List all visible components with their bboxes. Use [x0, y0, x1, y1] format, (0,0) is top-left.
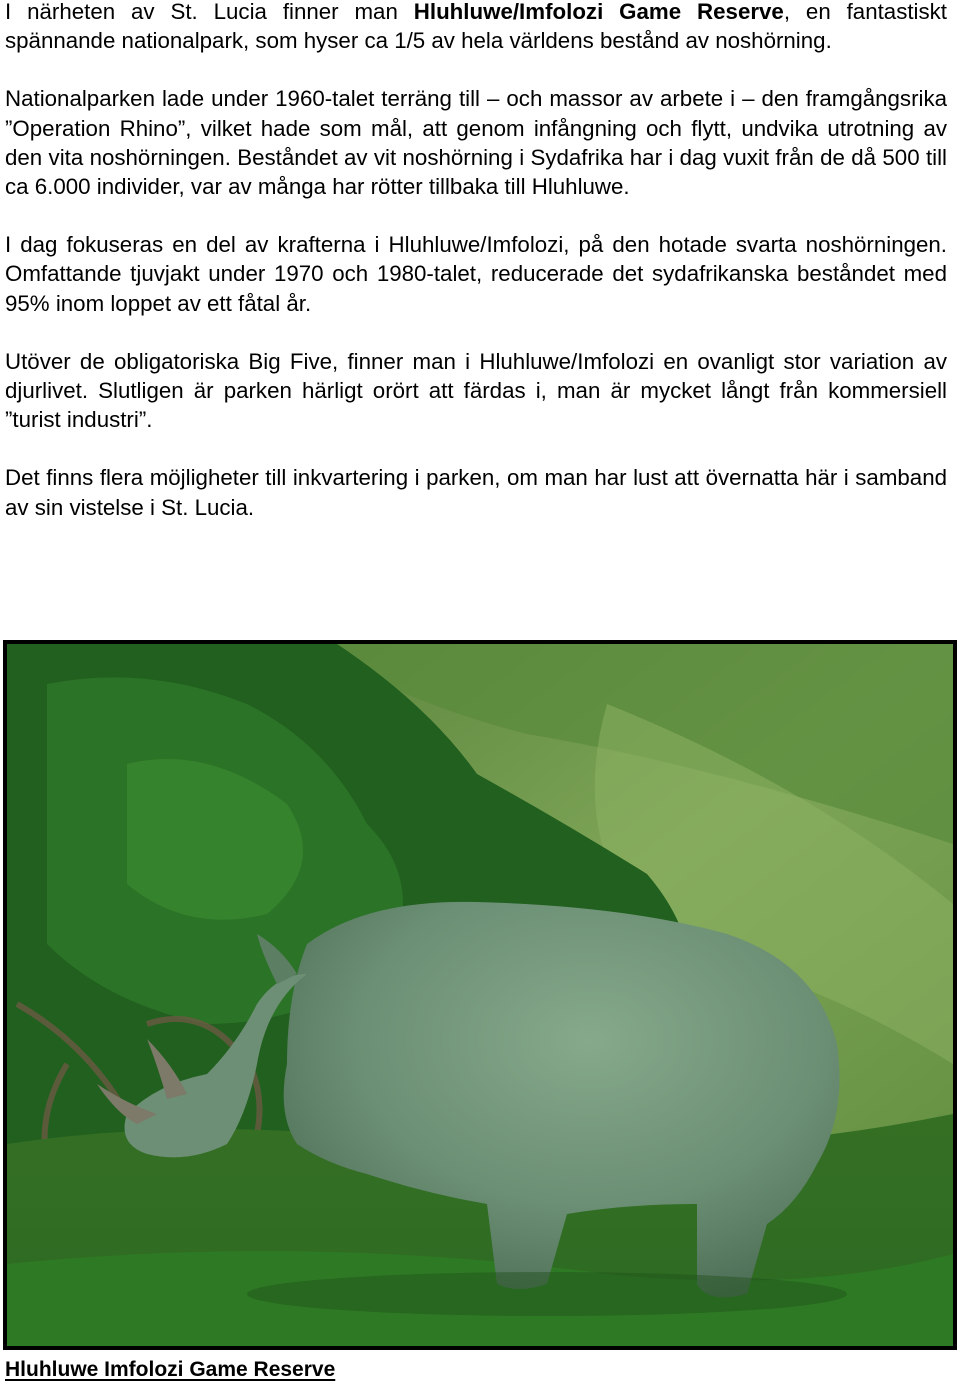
document-page	[5, 0, 947, 522]
intro-text-before: I närheten av St. Lucia finner man	[5, 0, 414, 24]
paragraph-accommodation: Det finns flera möjligheter till inkvartering i parken, om man har lust att övernatta här i samband av sin vistelse i St. Lucia.	[5, 465, 947, 520]
rhino-photo-illustration	[7, 644, 953, 1346]
paragraph-operation-rhino: Nationalparken lade under 1960-talet terräng till – och massor av arbete i – den framgångsrika ”Operation Rhino”, vilket hade som mål, att genom infångning och flytt, undvika utrotning av den vita noshörningen. Beståndet av vit noshörning i Sydafrika har i dag vuxit från de då 500 till ca 6.000 individer, var av många har rötter tillbaka till Hluhluwe.	[5, 86, 947, 200]
paragraph-black-rhino: I dag fokuseras en del av krafterna i Hluhluwe/Imfolozi, på den hotade svarta noshörningen. Omfattande tjuvjakt under 1970 och 1980-talet, reducerade det sydafrikanska beståndet med 95% inom loppet av ett fåtal år.	[5, 232, 947, 316]
paragraph-intro	[5, 0, 947, 55]
park-name-bold: Hluhluwe/Imfolozi Game Reserve	[413, 0, 784, 24]
photo-caption: Hluhluwe Imfolozi Game Reserve	[5, 1358, 336, 1381]
intro-text-after: , en fantastiskt spännande nationalpark, som hyser ca 1/5 av hela världens bestånd av noshörning.	[5, 0, 947, 54]
rhino-photo	[3, 640, 957, 1350]
paragraph-big-five: Utöver de obligatoriska Big Five, finner man i Hluhluwe/Imfolozi en ovanligt stor variation av djurlivet. Slutligen är parken härligt orört att färdas i, man är mycket långt från kommersiell ”turist industri”.	[5, 348, 947, 433]
